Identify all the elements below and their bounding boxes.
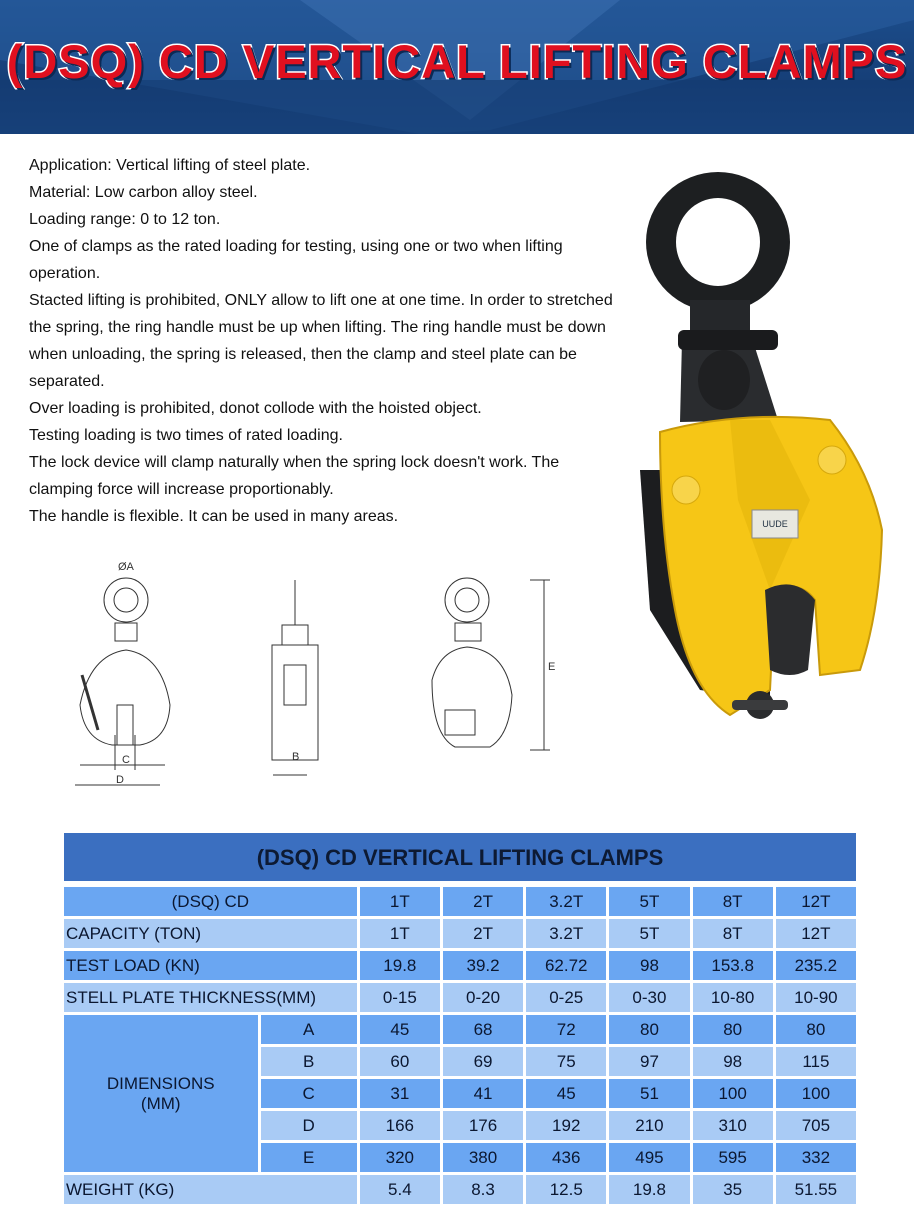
table-cell: 62.72	[526, 951, 606, 980]
table-cell: 115	[776, 1047, 856, 1076]
dim-label-d: D	[116, 774, 124, 786]
spec-table-title: (DSQ) CD VERTICAL LIFTING CLAMPS	[64, 833, 856, 884]
table-row	[64, 919, 856, 948]
table-cell: 98	[609, 951, 689, 980]
page-title: (DSQ) CD VERTICAL LIFTING CLAMPS	[6, 35, 908, 88]
header-banner	[0, 0, 914, 134]
table-cell: 80	[609, 1015, 689, 1044]
table-cell: 12T	[776, 919, 856, 948]
table-cell: 176	[443, 1111, 523, 1140]
table-cell: 5.4	[360, 1175, 440, 1204]
table-cell: 19.8	[360, 951, 440, 980]
row-label: TEST LOAD (KN)	[64, 951, 357, 980]
table-cell: 39.2	[443, 951, 523, 980]
row-label: WEIGHT (KG)	[64, 1175, 357, 1204]
table-cell: 72	[526, 1015, 606, 1044]
description-line: The handle is flexible. It can be used in many areas.	[29, 508, 399, 525]
table-cell: 2T	[443, 919, 523, 948]
dimension-key: B	[261, 1047, 357, 1076]
table-row	[64, 1175, 856, 1204]
table-cell: 10-80	[693, 983, 773, 1012]
dim-label-b: B	[292, 751, 300, 763]
table-cell: 332	[776, 1143, 856, 1172]
table-cell: 320	[360, 1143, 440, 1172]
table-header-cell: 3.2T	[526, 887, 606, 916]
description-line: Material: Low carbon alloy steel.	[29, 184, 258, 201]
table-cell: 98	[693, 1047, 773, 1076]
table-header-cell: 8T	[693, 887, 773, 916]
description-line: The lock device will clamp naturally when the spring lock doesn't work. The clamping force will increase proportionably.	[29, 454, 560, 498]
table-cell: 495	[609, 1143, 689, 1172]
table-cell: 12.5	[526, 1175, 606, 1204]
table-row	[64, 983, 856, 1012]
dimension-key: E	[261, 1143, 357, 1172]
dim-label-e: E	[548, 661, 556, 673]
table-row	[64, 951, 856, 980]
table-cell: 210	[609, 1111, 689, 1140]
table-header-cell: 12T	[776, 887, 856, 916]
table-cell: 3.2T	[526, 919, 606, 948]
brand-plate-text: UUDE	[762, 519, 788, 529]
table-cell: 153.8	[693, 951, 773, 980]
table-cell: 68	[443, 1015, 523, 1044]
spec-table-grid	[61, 884, 859, 1207]
row-label: STELL PLATE THICKNESS(MM)	[64, 983, 357, 1012]
dimensions-label-line: DIMENSIONS	[106, 1073, 215, 1093]
table-cell: 80	[693, 1015, 773, 1044]
table-cell: 0-15	[360, 983, 440, 1012]
table-cell: 0-25	[526, 983, 606, 1012]
table-cell: 595	[693, 1143, 773, 1172]
table-row	[64, 1015, 856, 1044]
table-cell: 45	[360, 1015, 440, 1044]
dimension-key: D	[261, 1111, 357, 1140]
description-line: Stacted lifting is prohibited, ONLY allow to lift one at one time. In order to stretched the spring, the ring handle must be up when lifting. The ring handle must be down when unloading, the spring is released, then the clamp and steel plate can be separated.	[29, 292, 613, 390]
table-cell: 380	[443, 1143, 523, 1172]
table-cell: 8T	[693, 919, 773, 948]
spec-table	[64, 833, 856, 1207]
table-cell: 192	[526, 1111, 606, 1140]
table-cell: 310	[693, 1111, 773, 1140]
clamp-product-photo	[620, 170, 900, 730]
table-cell: 60	[360, 1047, 440, 1076]
table-cell: 31	[360, 1079, 440, 1108]
table-cell: 75	[526, 1047, 606, 1076]
table-cell: 51.55	[776, 1175, 856, 1204]
table-header-cell: 5T	[609, 887, 689, 916]
table-cell: 0-20	[443, 983, 523, 1012]
table-cell: 100	[776, 1079, 856, 1108]
table-cell: 19.8	[609, 1175, 689, 1204]
dimension-key: C	[261, 1079, 357, 1108]
table-cell: 8.3	[443, 1175, 523, 1204]
table-cell: 80	[776, 1015, 856, 1044]
table-cell: 51	[609, 1079, 689, 1108]
table-cell: 100	[693, 1079, 773, 1108]
row-label: CAPACITY (TON)	[64, 919, 357, 948]
description-line: Over loading is prohibited, donot collode with the hoisted object.	[29, 400, 482, 417]
table-row	[64, 887, 856, 916]
table-cell: 235.2	[776, 951, 856, 980]
technical-drawings	[60, 555, 560, 800]
table-cell: 0-30	[609, 983, 689, 1012]
description	[29, 152, 619, 530]
table-header-cell: 1T	[360, 887, 440, 916]
dim-label-c: C	[122, 754, 130, 766]
description-line: Testing loading is two times of rated loading.	[29, 427, 343, 444]
dimensions-label	[64, 1015, 258, 1172]
table-cell: 97	[609, 1047, 689, 1076]
table-cell: 45	[526, 1079, 606, 1108]
dimensions-label-unit: (MM)	[140, 1093, 181, 1113]
table-header-cell: 2T	[443, 887, 523, 916]
description-line: Application: Vertical lifting of steel plate.	[29, 157, 311, 174]
description-line: Loading range: 0 to 12 ton.	[29, 211, 221, 228]
table-cell: 5T	[609, 919, 689, 948]
table-cell: 41	[443, 1079, 523, 1108]
table-cell: 10-90	[776, 983, 856, 1012]
table-cell: 705	[776, 1111, 856, 1140]
table-cell: 1T	[360, 919, 440, 948]
dimension-key: A	[261, 1015, 357, 1044]
table-cell: 35	[693, 1175, 773, 1204]
table-cell: 436	[526, 1143, 606, 1172]
table-cell: 166	[360, 1111, 440, 1140]
description-line: One of clamps as the rated loading for testing, using one or two when lifting operation.	[29, 238, 563, 282]
table-header-label: (DSQ) CD	[64, 887, 357, 916]
table-cell: 69	[443, 1047, 523, 1076]
dim-label-a: ØA	[118, 561, 134, 573]
